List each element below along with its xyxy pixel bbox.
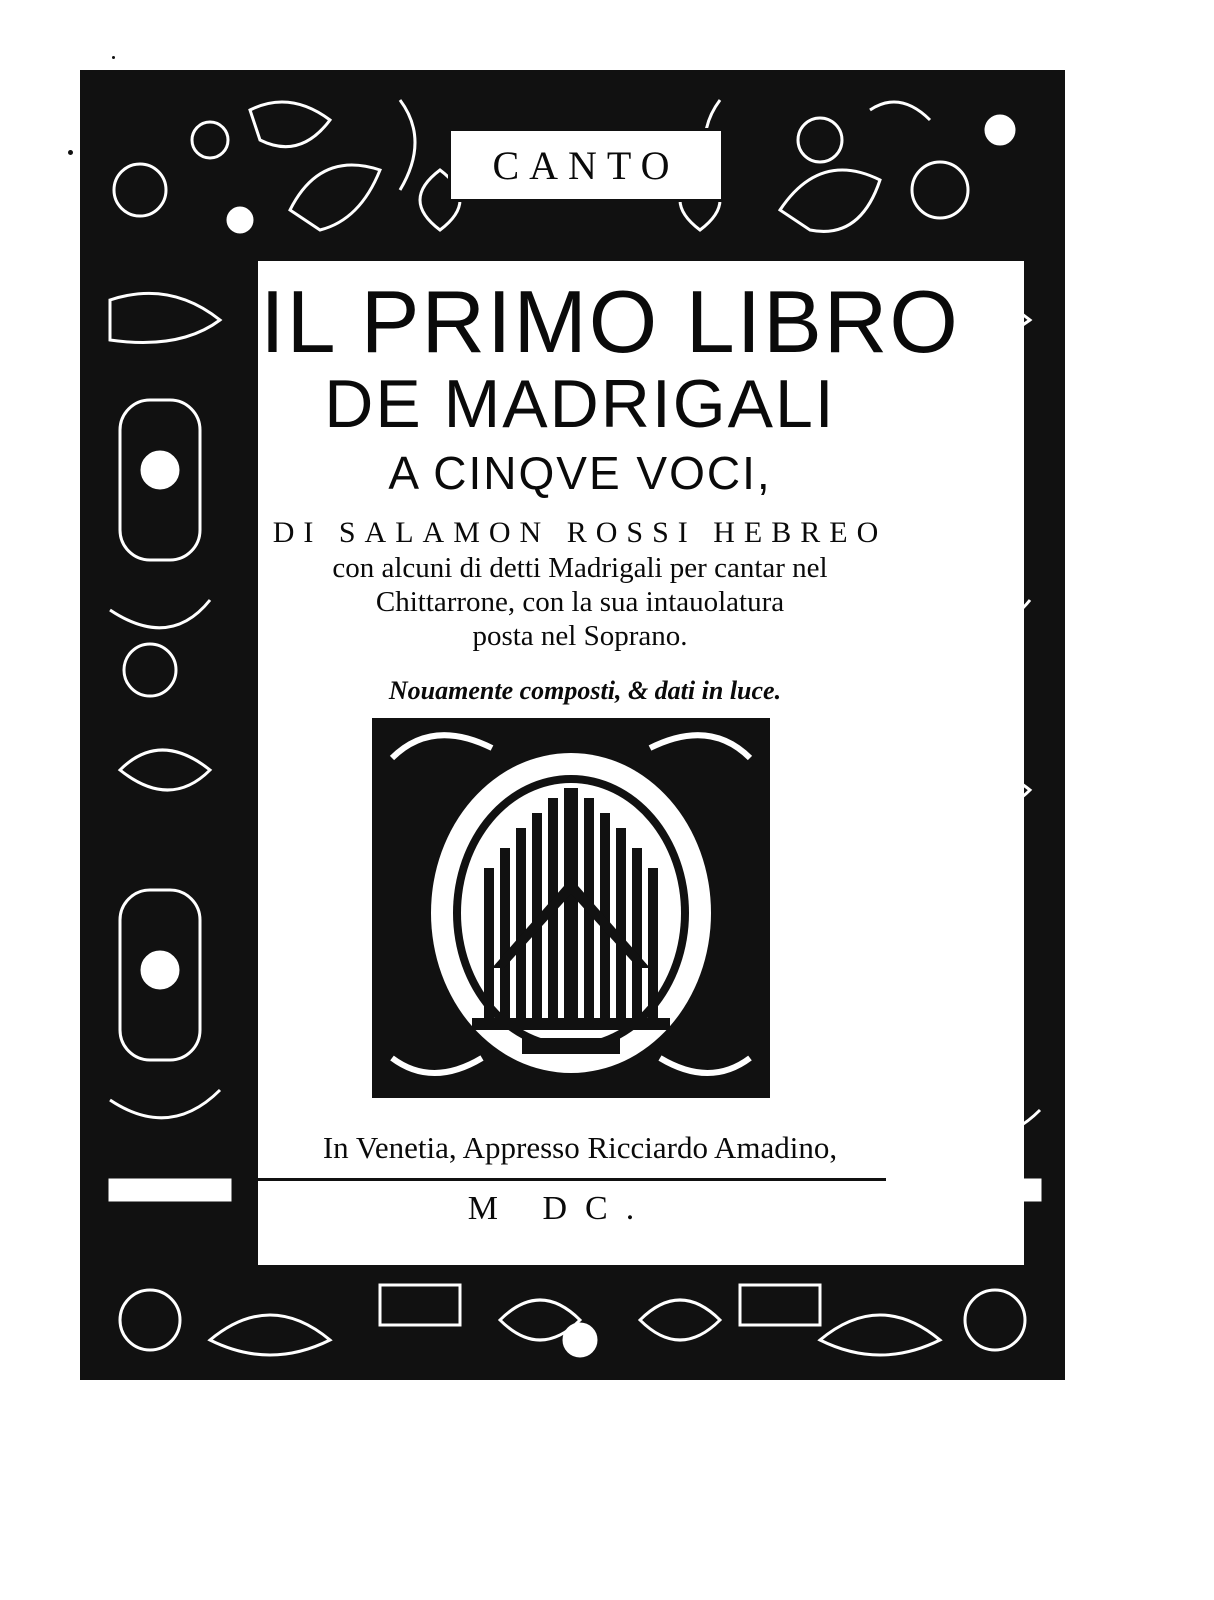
printer-device [372, 718, 770, 1098]
ink-speck [112, 56, 115, 59]
description-line-1: con alcuni di detti Madrigali per cantar nel [332, 552, 828, 584]
printer-device-organ-icon [372, 718, 770, 1098]
part-label-box [448, 128, 724, 202]
divider-rule [236, 1178, 886, 1181]
description-line-3: posta nel Soprano. [472, 620, 688, 652]
title-line-3: A CINQVE VOCI, [388, 447, 772, 499]
title-line-1: IL PRIMO LIBRO [260, 272, 960, 371]
imprint-line: In Venetia, Appresso Ricciardo Amadino, [322, 1130, 838, 1165]
description-line-2: Chittarrone, con la sua intauolatura [375, 586, 785, 618]
author-line: DI SALAMON ROSSI HEBREO [272, 516, 888, 549]
publication-date: M DC. [467, 1190, 653, 1227]
ink-speck [68, 150, 73, 155]
edition-note: Nouamente composti, & dati in luce. [388, 676, 782, 705]
title-line-2: DE MADRIGALI [324, 366, 836, 442]
part-label: CANTO [492, 142, 680, 188]
